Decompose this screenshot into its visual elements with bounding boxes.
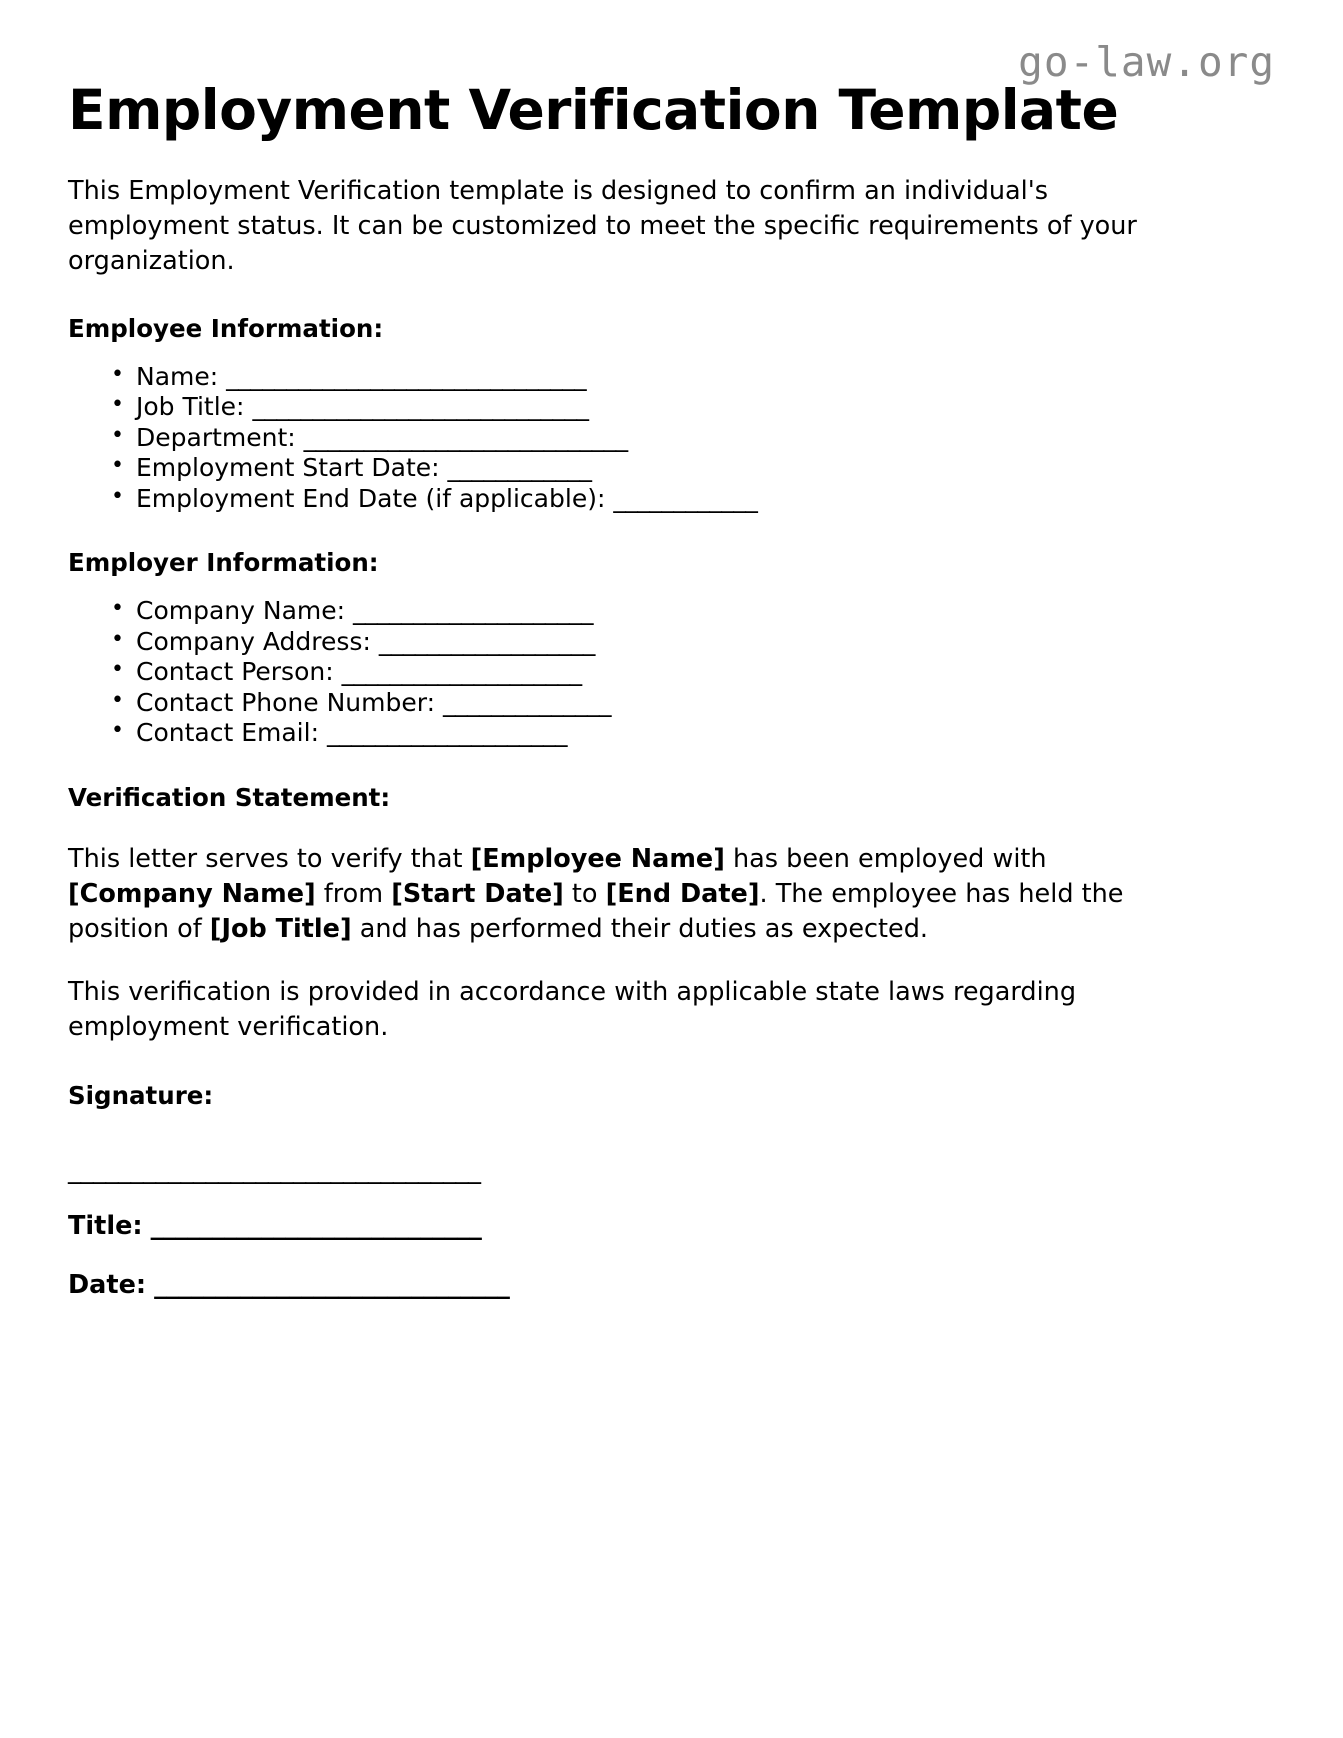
field-blank: ____________________ [353,596,594,626]
company-name-placeholder: [Company Name] [68,878,316,909]
verification-statement-heading: Verification Statement: [68,782,391,812]
job-title-placeholder: [Job Title] [209,913,352,944]
start-date-placeholder: [Start Date] [391,878,564,909]
list-item [106,485,1178,514]
compliance-paragraph: This verification is provided in accordance with applicable state laws regarding employment verification. [68,977,1077,1043]
page-title: Employment Verification Template [68,78,1119,142]
field-blank: ______________ [442,687,611,717]
employer-information-heading: Employer Information: [68,548,379,578]
field-label: Contact Phone Number: [136,687,436,717]
document-content [68,0,1178,1301]
list-item [106,454,1178,483]
date-label: Date: [68,1269,147,1300]
title-blank: ___________________________ [150,1211,482,1242]
date-field [68,1270,1178,1301]
list-item [106,393,1178,422]
field-blank: ____________ [613,483,758,513]
statement-text-part: This letter serves to verify that [68,843,471,874]
field-label: Contact Person: [136,657,334,687]
field-blank: ______________________________ [226,361,587,391]
field-blank: ____________________________ [252,392,589,422]
statement-text-part: and has performed their duties as expected. [351,913,929,944]
field-label: Company Address: [136,626,371,656]
list-item [106,628,1178,657]
employee-information-heading: Employee Information: [68,314,384,344]
date-blank: _____________________________ [154,1269,510,1300]
field-blank: ___________________________ [303,422,628,452]
field-blank: ____________ [447,453,592,483]
field-label: Employment End Date (if applicable): [136,483,606,513]
field-label: Department: [136,422,296,452]
list-item [106,719,1178,748]
field-label: Company Name: [136,596,346,626]
employer-information-list [68,597,1178,748]
signature-heading: Signature: [68,1080,214,1110]
title-field [68,1211,1178,1242]
list-item [106,658,1178,687]
field-blank: ____________________ [326,718,567,748]
statement-text-part: from [315,878,392,909]
list-item [106,597,1178,626]
employee-name-placeholder: [Employee Name] [470,843,725,874]
end-date-placeholder: [End Date] [605,878,760,909]
list-item [106,363,1178,392]
verification-statement-paragraph [68,842,1158,948]
field-label: Job Title: [136,392,245,422]
title-label: Title: [68,1211,143,1242]
statement-text-part: to [563,878,606,909]
list-item [106,424,1178,453]
site-watermark: go-law.org [1018,38,1275,86]
list-item [106,689,1178,718]
field-label: Contact Email: [136,718,319,748]
field-label: Name: [136,361,219,391]
statement-text-part: has been employed with [724,843,1047,874]
field-blank: __________________ [378,626,595,656]
field-label: Employment Start Date: [136,453,440,483]
statement-text-part: . The employee has held the position of [68,878,1124,944]
employee-information-list [68,363,1178,514]
signature-blank-line: _________________________________ [68,1155,481,1186]
field-blank: ____________________ [341,657,582,687]
intro-paragraph: This Employment Verification template is designed to confirm an individual's employment status. It can be customized to meet the specific requirements of your organization. [68,175,1137,276]
